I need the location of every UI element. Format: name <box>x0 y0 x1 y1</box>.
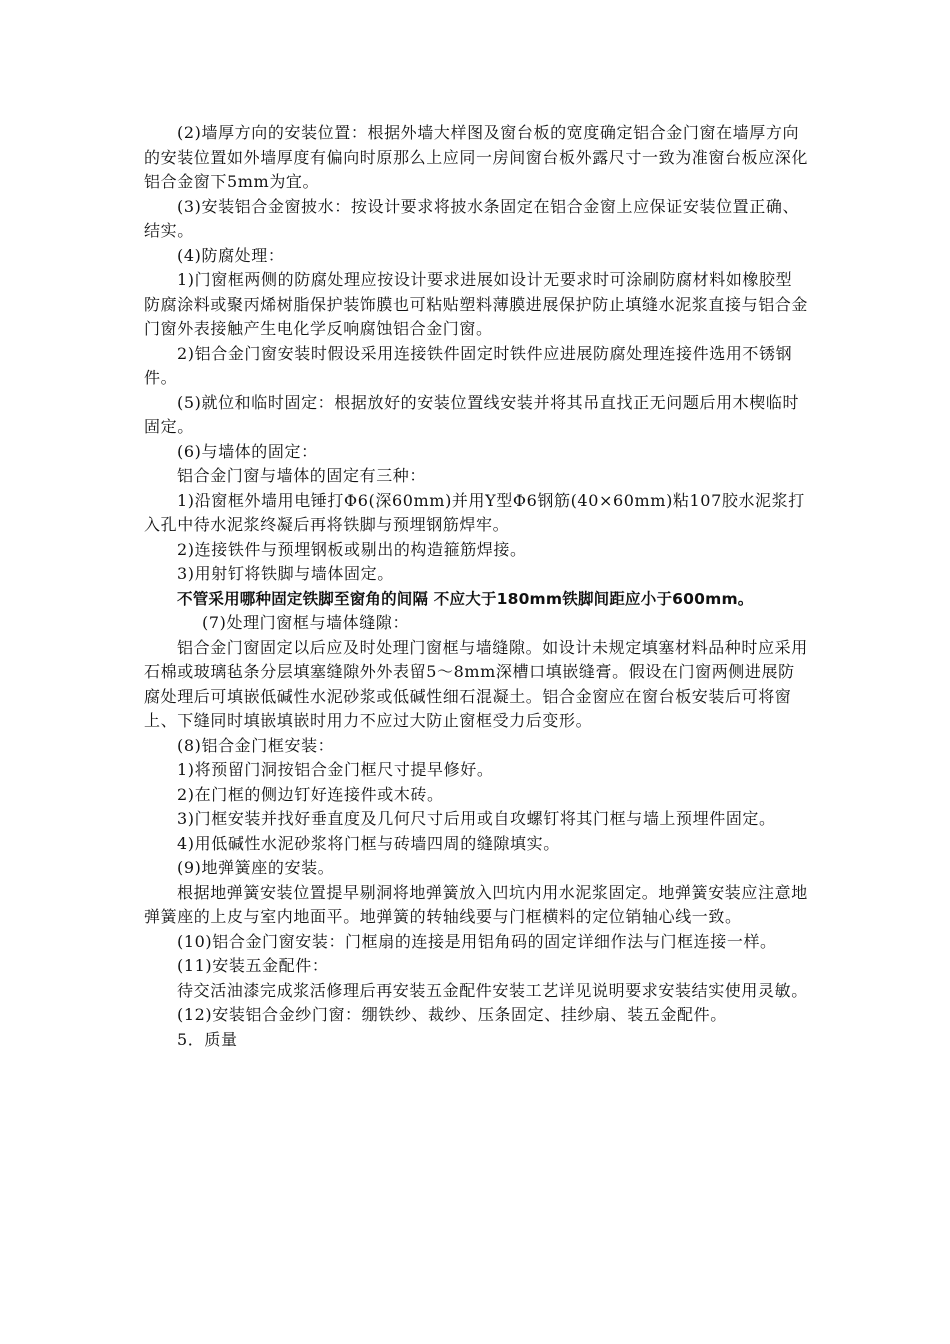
paragraph-temporary-fixing: (5)就位和临时固定：根据放好的安装位置线安装并将其吊直找正无问题后用木楔临时固定。 <box>144 392 800 436</box>
paragraph-anticorrosion-heading: (4)防腐处理： <box>177 245 285 265</box>
paragraph-floor-spring: 根据地弹簧安装位置提早剔洞将地弹簧放入凹坑内用水泥浆固定。地弹簧安装应注意地弹簧座的上皮与室内地面平。地弹簧的转轴线要与门框横料的定位销轴心线一致。 <box>144 882 808 926</box>
paragraph-hardware-heading: (11)安装五金配件： <box>177 956 329 975</box>
paragraph-wall-fixing-1: 1)沿窗框外墙用电锤打Φ6(深60mm)并用Y型Φ6钢筋(40×60mm)粘107胶水泥浆打入孔中待水泥浆终凝后再将铁脚与预埋钢筋焊牢。 <box>144 490 805 534</box>
paragraph-screen-window: (12)安装铝合金纱门窗：绷铁纱、裁纱、压条固定、挂纱扇、装五金配件。 <box>177 1005 727 1024</box>
paragraph-anticorrosion-1: 1)门窗框两侧的防腐处理应按设计要求进展如设计无要求时可涂刷防腐材料如橡胶型防腐涂料或聚丙烯树脂保护装饰膜也可粘贴塑料薄膜进展保护防止填缝水泥浆直接与铝合金门窗外表接触产生电化学反响腐蚀铝合金门窗。 <box>144 270 809 338</box>
paragraph-wall-fixing-heading: (6)与墙体的固定： <box>177 441 318 461</box>
paragraph-door-frame-1: 1)将预留门洞按铝合金门框尺寸提早修好。 <box>177 760 494 779</box>
paragraph-spacing-requirement: 不管采用哪种固定铁脚至窗角的间隔 不应大于180mm铁脚间距应小于600mm。 <box>177 589 754 608</box>
paragraph-drip-cap-install: (3)安装铝合金窗披水：按设计要求将披水条固定在铝合金窗上应保证安装位置正确、结实。 <box>144 196 800 240</box>
paragraph-gap-treatment-heading: (7)处理门窗框与墙体缝隙： <box>202 613 410 632</box>
paragraph-anticorrosion-2: 2)铝合金门窗安装时假设采用连接铁件固定时铁件应进展防腐处理连接件选用不锈钢件。 <box>144 343 793 387</box>
paragraph-door-frame-heading: (8)铝合金门框安装： <box>177 735 335 755</box>
paragraph-wall-fixing-2: 2)连接铁件与预埋钢板或剔出的构造箍筋焊接。 <box>177 539 527 559</box>
paragraph-wall-fixing-3: 3)用射钉将铁脚与墙体固定。 <box>177 564 394 583</box>
paragraph-floor-spring-heading: (9)地弹簧座的安装。 <box>177 858 335 877</box>
paragraph-door-sash-install: (10)铝合金门窗安装：门框扇的连接是用铝角码的固定详细作法与门框连接一样。 <box>177 931 777 951</box>
paragraph-door-frame-3: 3)门框安装并找好垂直度及几何尺寸后用或自攻螺钉将其门框与墙上预埋件固定。 <box>177 809 776 828</box>
paragraph-hardware: 待交活油漆完成浆活修理后再安装五金配件安装工艺详见说明要求安装结实使用灵敏。 <box>177 980 808 1000</box>
document-body <box>144 121 808 1052</box>
paragraph-door-frame-2: 2)在门框的侧边钉好连接件或木砖。 <box>177 784 444 804</box>
paragraph-door-frame-4: 4)用低碱性水泥砂浆将门框与砖墙四周的缝隙填实。 <box>177 833 560 853</box>
paragraph-wall-fixing-intro: 铝合金门窗与墙体的固定有三种： <box>177 466 427 485</box>
paragraph-wall-thickness-position: (2)墙厚方向的安装位置：根据外墙大样图及窗台板的宽度确定铝合金门窗在墙厚方向的安装位置如外墙厚度有偏向时原那么上应同一房间窗台板外露尺寸一致为准窗台板应深化铝合金窗下5mm为宜。 <box>144 123 809 191</box>
paragraph-gap-treatment: 铝合金门窗固定以后应及时处理门窗框与墙缝隙。如设计未规定填塞材料品种时应采用石棉或玻璃毡条分层填塞缝隙外外表留5～8mm深槽口填嵌缝膏。假设在门窗两侧进展防腐处理后可填嵌低碱性水泥砂浆或低碱性细石混凝土。铝合金窗应在窗台板安装后可将窗上、下缝同时填嵌填嵌时用力不应过大防止窗框受力后变形。 <box>144 637 808 730</box>
section-heading-quality: 5．质量 <box>177 1029 238 1049</box>
